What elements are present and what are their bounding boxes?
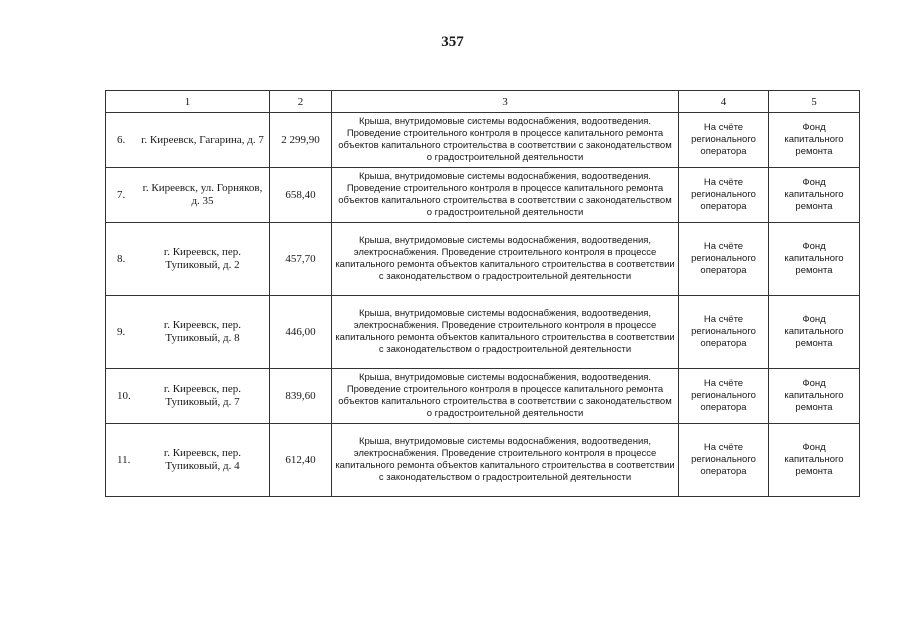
fund-cell: Фонд капитального ремонта <box>769 223 860 296</box>
description-cell: Крыша, внутридомовые системы водоснабжения, водоотведения, электроснабжения. Проведение строительного контроля в процессе капитального ремонта объектов капитального строительства в соответствии с законодательством о градостроительной деятельности <box>332 424 679 497</box>
table-header-row <box>106 91 860 113</box>
repair-table <box>105 90 860 497</box>
row-number: 8. <box>117 252 126 265</box>
description-cell: Крыша, внутридомовые системы водоснабжения, водоотведения, электроснабжения. Проведение строительного контроля в процессе капитального ремонта объектов капитального строительства в соответствии с законодательством о градостроительной деятельности <box>332 223 679 296</box>
description-cell: Крыша, внутридомовые системы водоснабжения, водоотведения. Проведение строительного контроля в процессе капитального ремонта объектов капитального строительства в соответствии с законодательством о градостроительной деятельности <box>332 369 679 424</box>
fund-cell: Фонд капитального ремонта <box>769 296 860 369</box>
fund-cell: Фонд капитального ремонта <box>769 424 860 497</box>
address-text: г. Киреевск, пер. Тупиковый, д. 4 <box>163 447 242 472</box>
table-row <box>106 296 860 369</box>
address-text: г. Киреевск, Гагарина, д. 7 <box>141 133 264 146</box>
fund-cell: Фонд капитального ремонта <box>769 113 860 168</box>
row-number: 6. <box>117 133 126 146</box>
description-cell: Крыша, внутридомовые системы водоснабжения, водоотведения. Проведение строительного контроля в процессе капитального ремонта объектов капитального строительства в соответствии с законодательством о градостроительной деятельности <box>332 168 679 223</box>
value-cell: 2 299,90 <box>270 113 332 168</box>
address-cell <box>106 113 270 168</box>
account-cell: На счёте регионального оператора <box>679 168 769 223</box>
description-cell: Крыша, внутридомовые системы водоснабжения, водоотведения. Проведение строительного контроля в процессе капитального ремонта объектов капитального строительства в соответствии с законодательством о градостроительной деятельности <box>332 113 679 168</box>
account-cell: На счёте регионального оператора <box>679 113 769 168</box>
value-cell: 612,40 <box>270 424 332 497</box>
row-number: 11. <box>117 453 131 466</box>
address-cell <box>106 296 270 369</box>
page-number: 357 <box>441 34 464 50</box>
description-cell: Крыша, внутридомовые системы водоснабжения, водоотведения, электроснабжения. Проведение строительного контроля в процессе капитального ремонта объектов капитального строительства в соответствии с законодательством о градостроительной деятельности <box>332 296 679 369</box>
value-cell: 658,40 <box>270 168 332 223</box>
value-cell: 446,00 <box>270 296 332 369</box>
account-cell: На счёте регионального оператора <box>679 223 769 296</box>
address-text: г. Киреевск, пер. Тупиковый, д. 8 <box>163 319 242 344</box>
value-cell: 457,70 <box>270 223 332 296</box>
column-header: 5 <box>769 91 860 113</box>
value-cell: 839,60 <box>270 369 332 424</box>
row-number: 9. <box>117 325 126 338</box>
table-row <box>106 424 860 497</box>
account-cell: На счёте регионального оператора <box>679 296 769 369</box>
address-text: г. Киреевск, пер. Тупиковый, д. 2 <box>163 246 242 271</box>
column-header: 1 <box>106 91 270 113</box>
table-row <box>106 168 860 223</box>
table-row <box>106 369 860 424</box>
address-cell <box>106 168 270 223</box>
account-cell: На счёте регионального оператора <box>679 369 769 424</box>
row-number: 7. <box>117 188 126 201</box>
address-cell <box>106 369 270 424</box>
account-cell: На счёте регионального оператора <box>679 424 769 497</box>
column-header: 4 <box>679 91 769 113</box>
fund-cell: Фонд капитального ремонта <box>769 168 860 223</box>
column-header: 3 <box>332 91 679 113</box>
table-row <box>106 113 860 168</box>
table-row <box>106 223 860 296</box>
address-text: г. Киреевск, пер. Тупиковый, д. 7 <box>163 383 242 408</box>
column-header: 2 <box>270 91 332 113</box>
address-cell <box>106 424 270 497</box>
row-number: 10. <box>117 389 131 402</box>
fund-cell: Фонд капитального ремонта <box>769 369 860 424</box>
address-text: г. Киреевск, ул. Горняков, д. 35 <box>142 182 263 207</box>
address-cell <box>106 223 270 296</box>
